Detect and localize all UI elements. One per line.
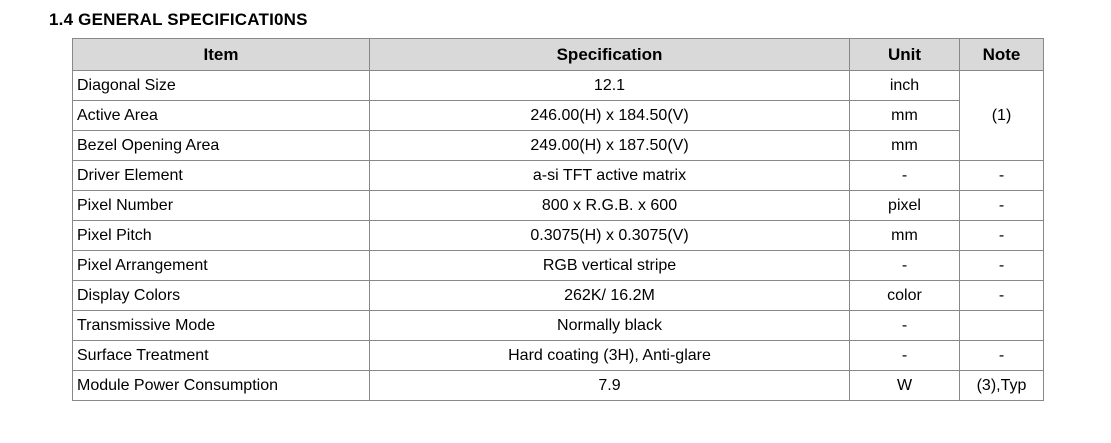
unit-cell: W — [850, 371, 960, 401]
note-cell: - — [960, 281, 1044, 311]
note-cell: - — [960, 191, 1044, 221]
table-row — [73, 221, 1044, 251]
item-cell: Module Power Consumption — [73, 371, 370, 401]
note-cell: (3),Typ — [960, 371, 1044, 401]
item-cell: Surface Treatment — [73, 341, 370, 371]
spec-cell: 7.9 — [370, 371, 850, 401]
header-note: Note — [960, 39, 1044, 71]
item-cell: Pixel Pitch — [73, 221, 370, 251]
spec-cell: 12.1 — [370, 71, 850, 101]
table-row — [73, 131, 1044, 161]
note-cell: (1) — [960, 71, 1044, 161]
note-cell: - — [960, 251, 1044, 281]
spec-cell: Hard coating (3H), Anti-glare — [370, 341, 850, 371]
general-specifications-table — [72, 38, 1044, 401]
spec-cell: RGB vertical stripe — [370, 251, 850, 281]
spec-cell: 0.3075(H) x 0.3075(V) — [370, 221, 850, 251]
section-title: 1.4 GENERAL SPECIFICATI0NS — [49, 10, 308, 29]
spec-cell: 246.00(H) x 184.50(V) — [370, 101, 850, 131]
unit-cell: inch — [850, 71, 960, 101]
unit-cell: - — [850, 251, 960, 281]
table-row — [73, 161, 1044, 191]
item-cell: Active Area — [73, 101, 370, 131]
table-row — [73, 101, 1044, 131]
note-cell — [960, 311, 1044, 341]
unit-cell: - — [850, 311, 960, 341]
table-row — [73, 311, 1044, 341]
table-row — [73, 371, 1044, 401]
item-cell: Display Colors — [73, 281, 370, 311]
note-cell: - — [960, 161, 1044, 191]
item-cell: Pixel Number — [73, 191, 370, 221]
table-row — [73, 251, 1044, 281]
note-cell: - — [960, 341, 1044, 371]
item-cell: Driver Element — [73, 161, 370, 191]
table-row — [73, 191, 1044, 221]
spec-cell: Normally black — [370, 311, 850, 341]
header-specification: Specification — [370, 39, 850, 71]
note-cell: - — [960, 221, 1044, 251]
item-cell: Pixel Arrangement — [73, 251, 370, 281]
spec-cell: 262K/ 16.2M — [370, 281, 850, 311]
spec-cell: 249.00(H) x 187.50(V) — [370, 131, 850, 161]
unit-cell: pixel — [850, 191, 960, 221]
unit-cell: mm — [850, 101, 960, 131]
item-cell: Transmissive Mode — [73, 311, 370, 341]
unit-cell: mm — [850, 131, 960, 161]
spec-cell: a-si TFT active matrix — [370, 161, 850, 191]
item-cell: Bezel Opening Area — [73, 131, 370, 161]
unit-cell: - — [850, 161, 960, 191]
header-unit: Unit — [850, 39, 960, 71]
unit-cell: mm — [850, 221, 960, 251]
header-item: Item — [73, 39, 370, 71]
table-header-row — [73, 39, 1044, 71]
unit-cell: color — [850, 281, 960, 311]
item-cell: Diagonal Size — [73, 71, 370, 101]
table-row — [73, 341, 1044, 371]
table-row — [73, 71, 1044, 101]
table-row — [73, 281, 1044, 311]
unit-cell: - — [850, 341, 960, 371]
spec-cell: 800 x R.G.B. x 600 — [370, 191, 850, 221]
